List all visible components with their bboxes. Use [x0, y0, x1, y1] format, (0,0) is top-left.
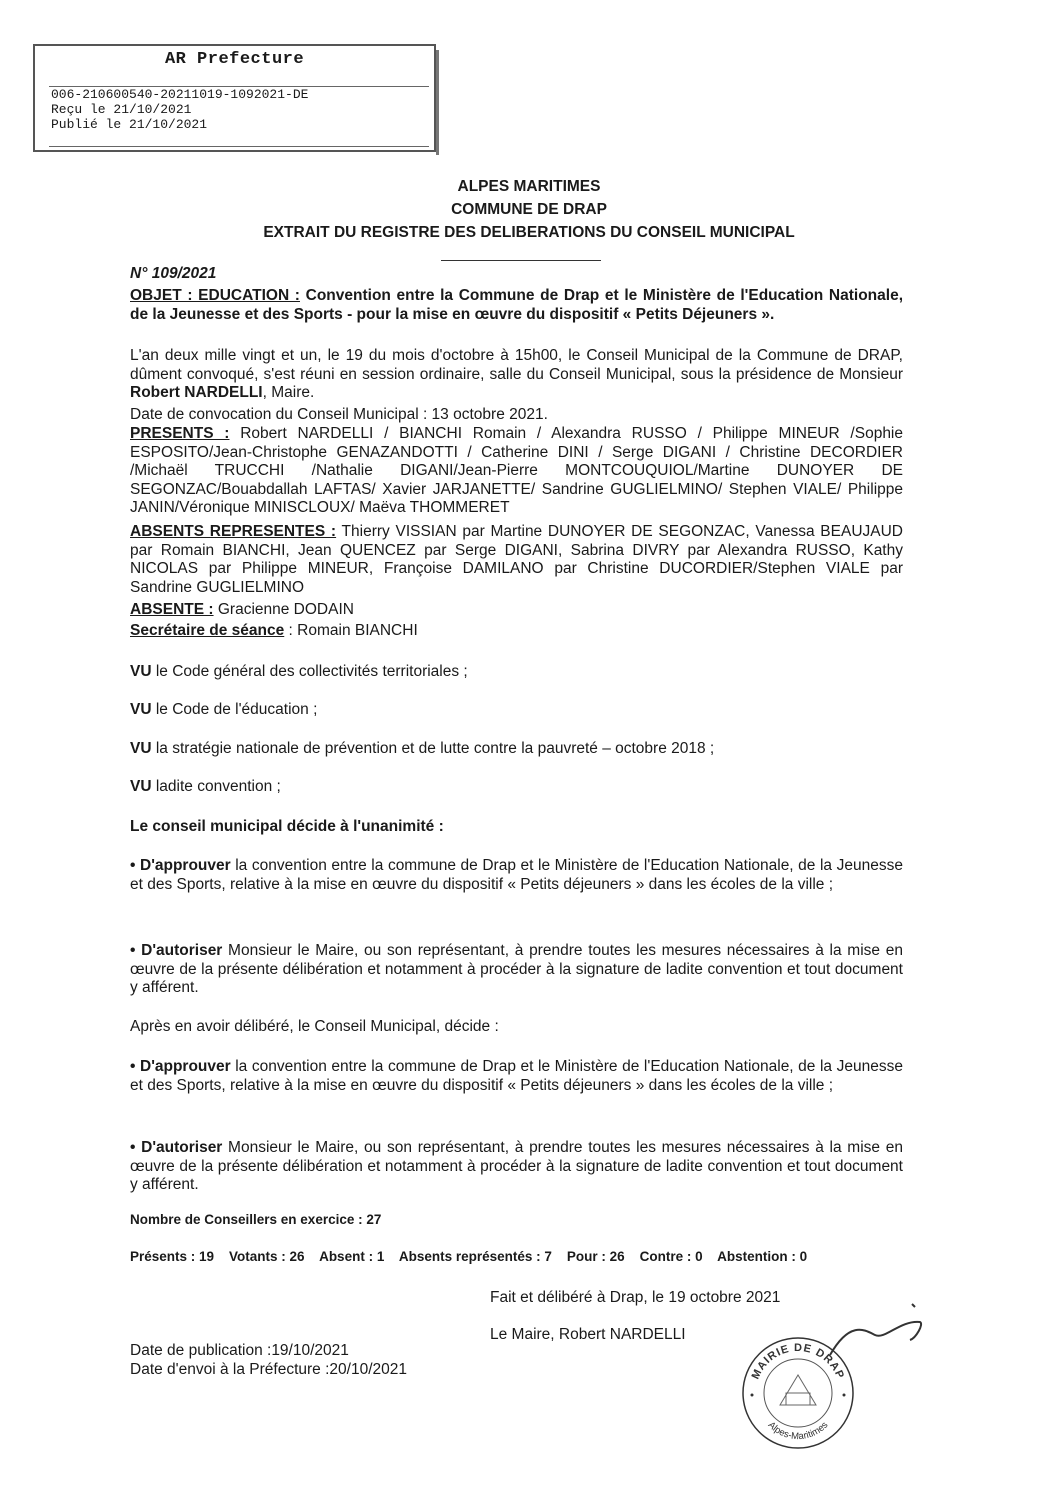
svg-text:Alpes-Maritimes	[766, 1420, 831, 1443]
presents-text: Robert NARDELLI / BIANCHI Romain / Alexandra RUSSO / Philippe MINEUR /Sophie ESPOSITO/Jean-Christophe GENAZANDOTTI / Catherine DINI / Serge DIGANI / Christine DECORDIER /Michaël TRUCCHI /Nathalie DIGANI/Jean-Pierre MONTCOUQUIOL/Martine DUNOYER DE SEGONZAC/Bouabdallah LAFTAS/ Xavier JARJANETTE/ Sandrine GUGLIELMINO/ Stephen VIALE/ Philippe JANIN/Véronique MINISCLOUX/ Maëva THOMMERET	[130, 425, 903, 516]
decision-item-label: • D'autoriser	[130, 942, 223, 959]
envoi-prefecture-date: Date d'envoi à la Préfecture :20/10/2021	[130, 1361, 407, 1378]
vu-label: VU	[130, 663, 152, 680]
objet-text: Convention entre la Commune de Drap et le Ministère de l'Education Nationale, de la Jeunesse et des Sports - pour la mise en œuvre du dispositif « Petits Déjeuners ».	[130, 287, 904, 323]
maire-signature-line: Le Maire, Robert NARDELLI	[490, 1326, 686, 1343]
decision-item-label: • D'autoriser	[130, 1139, 223, 1156]
header-divider	[441, 260, 601, 261]
stamp-received: Reçu le 21/10/2021	[51, 102, 192, 117]
absente-text: Gracienne DODAIN	[213, 601, 354, 618]
decision-heading: Le conseil municipal décide à l'unanimité :	[130, 818, 444, 835]
stamp-title: AR Prefecture	[164, 50, 305, 69]
publication-date: Date de publication :19/10/2021	[130, 1342, 349, 1359]
seal-top-text: MAIRIE DE DRAP	[749, 1341, 847, 1382]
intro-mayor-name: Robert NARDELLI	[130, 384, 263, 401]
absents-representes-text: Thierry VISSIAN par Martine DUNOYER DE SEGONZAC, Vanessa BEAUJAUD par Romain BIANCHI, Jean QUENCEZ par Serge DIGANI, Sabrina DIVRY par Alexandra RUSSO, Kathy NICOLAS par Philippe MINEUR, Françoise DAMILANO par Christine DUCORDIER/Stephen VIALE par Sandrine GUGLIELMINO	[130, 523, 903, 596]
stamp-details	[49, 86, 429, 147]
convocation-date: Date de convocation du Conseil Municipal : 13 octobre 2021.	[130, 406, 548, 423]
decision-item-text: Monsieur le Maire, ou son représentant, à prendre toutes les mesures nécessaires à la mise en œuvre de la présente délibération et notamment à procéder à la signature de ladite convention et tout document y afférent.	[130, 1139, 903, 1193]
absente-paragraph	[130, 601, 903, 620]
decision-item-text: la convention entre la commune de Drap et le Ministère de l'Education Nationale, de la Jeunesse et des Sports, relative à la mise en œuvre du dispositif « Petits déjeuners » dans les écoles de la ville ;	[130, 1058, 903, 1094]
objet-paragraph	[130, 287, 903, 324]
deliberation-number-text: N° 109/2021	[130, 265, 217, 282]
intro-text-b: , Maire.	[262, 384, 315, 401]
decision-item-text: Monsieur le Maire, ou son représentant, à prendre toutes les mesures nécessaires à la mise en œuvre de la présente délibération et notamment à procéder à la signature de ladite convention et tout document y afférent.	[130, 942, 903, 996]
vu-line	[130, 701, 903, 720]
vu-line	[130, 663, 903, 682]
vu-label: VU	[130, 778, 152, 795]
header-register: EXTRAIT DU REGISTRE DES DELIBERATIONS DU CONSEIL MUNICIPAL	[263, 224, 795, 241]
secretaire-label: Secrétaire de séance	[130, 622, 285, 639]
secretaire-text: : Romain BIANCHI	[284, 622, 418, 639]
fait-delibere: Fait et délibéré à Drap, le 19 octobre 2021	[490, 1289, 781, 1306]
vu-label: VU	[130, 740, 152, 757]
apres-deliberation: Après en avoir délibéré, le Conseil Municipal, décide :	[130, 1018, 499, 1035]
header-department: ALPES MARITIMES	[457, 178, 601, 195]
presents-paragraph	[130, 425, 903, 518]
vu-text: le Code général des collectivités territoriales ;	[151, 663, 468, 680]
decision-item	[130, 1139, 903, 1195]
decision-item	[130, 857, 903, 894]
intro-paragraph	[130, 347, 903, 403]
decision-item	[130, 1058, 903, 1095]
secretaire-paragraph	[130, 622, 903, 641]
vu-text: le Code de l'éducation ;	[151, 701, 318, 718]
decision-item-text: la convention entre la commune de Drap et le Ministère de l'Education Nationale, de la Jeunesse et des Sports, relative à la mise en œuvre du dispositif « Petits déjeuners » dans les écoles de la ville ;	[130, 857, 903, 893]
stamp-published: Publié le 21/10/2021	[51, 117, 208, 132]
vote-results: Présents : 19 Votants : 26 Absent : 1 Absents représentés : 7 Pour : 26 Contre : 0 Abstention : 0	[130, 1249, 808, 1264]
seal-bottom-text: Alpes-Maritimes	[765, 1419, 831, 1443]
decision-item	[130, 942, 903, 998]
vu-text: ladite convention ;	[151, 778, 281, 795]
absents-representes-label: ABSENTS REPRESENTES :	[130, 523, 337, 540]
vu-line	[130, 740, 903, 759]
stamp-act-id: 006-210600540-20211019-1092021-DE	[51, 87, 309, 102]
vu-label: VU	[130, 701, 152, 718]
absente-label: ABSENTE :	[130, 601, 214, 618]
vu-text: la stratégie nationale de prévention et de lutte contre la pauvreté – octobre 2018 ;	[151, 740, 715, 757]
presents-label: PRESENTS :	[130, 425, 230, 442]
header-commune: COMMUNE DE DRAP	[451, 201, 607, 218]
signature-scribble	[820, 1300, 930, 1370]
vu-line	[130, 778, 903, 797]
conseillers-count: Nombre de Conseillers en exercice : 27	[130, 1212, 382, 1227]
objet-label: OBJET : EDUCATION :	[130, 287, 300, 304]
deliberation-number	[130, 265, 903, 284]
intro-text-a: L'an deux mille vingt et un, le 19 du mois d'octobre à 15h00, le Conseil Municipal de la Commune de DRAP, dûment convoqué, s'est réuni en session ordinaire, salle du Conseil Municipal, sous la présidence de Monsieur	[130, 347, 903, 383]
decision-item-label: • D'approuver	[130, 1058, 231, 1075]
decision-item-label: • D'approuver	[130, 857, 231, 874]
absents-representes-paragraph	[130, 523, 903, 597]
ar-prefecture-stamp	[33, 44, 436, 152]
